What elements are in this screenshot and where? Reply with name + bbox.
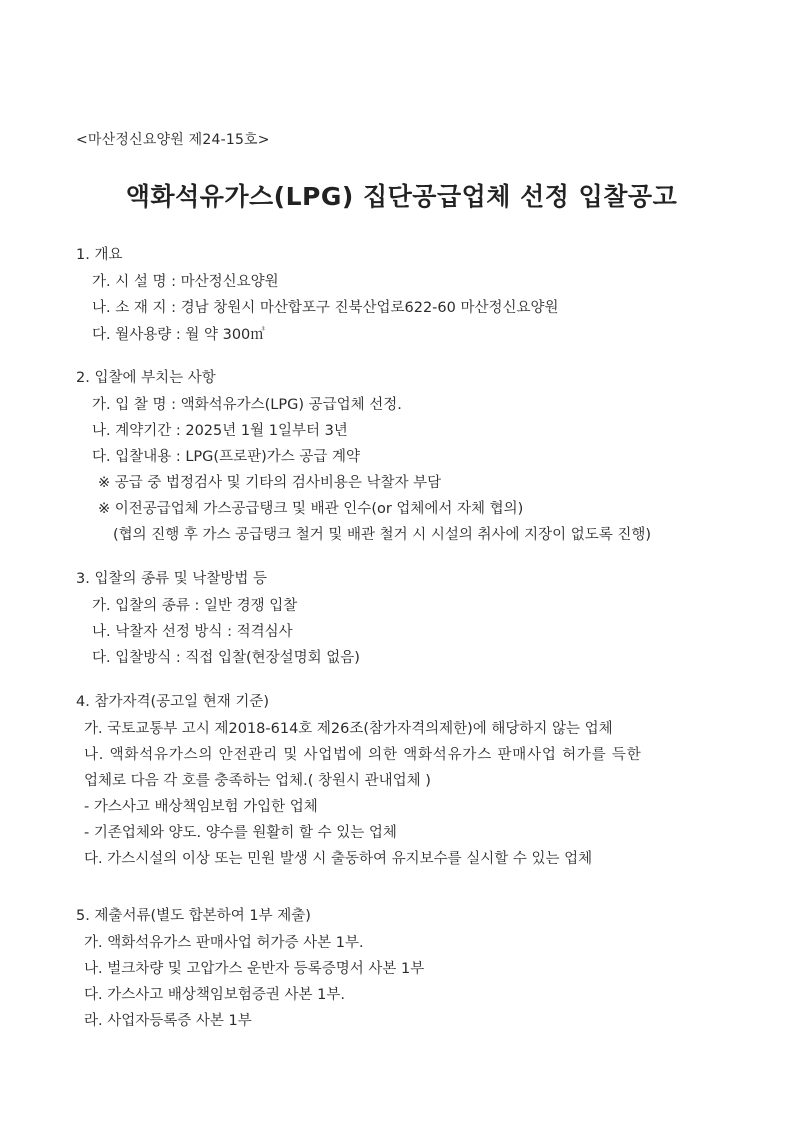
notice-number: <마산정신요양원 제24-15호> xyxy=(76,132,270,148)
eligibility-item-da: 다. 가스시설의 이상 또는 민원 발생 시 출동하여 유지보수를 실시할 수 있는 업체 xyxy=(84,851,593,867)
section-heading-overview: 1. 개요 xyxy=(76,247,123,263)
eligibility-sub-transfer: - 기존업체와 양도. 양수를 원활히 할 수 있는 업체 xyxy=(84,825,397,841)
document-title: 액화석유가스(LPG) 집단공급업체 선정 입찰공고 xyxy=(125,182,678,211)
bid-item-name: 가. 입 찰 명 : 액화석유가스(LPG) 공급업체 선정. xyxy=(92,397,402,413)
bid-note-inspection: ※ 공급 중 법정검사 및 기타의 검사비용은 낙찰자 부담 xyxy=(98,475,442,491)
bid-method: 다. 입찰방식 : 직접 입찰(현장설명회 없음) xyxy=(92,650,360,666)
eligibility-sub-insurance: - 가스사고 배상책임보험 가입한 업체 xyxy=(84,799,318,815)
document-item-insurance: 다. 가스사고 배상책임보험증권 사본 1부. xyxy=(84,987,345,1003)
bid-type-item: 가. 입찰의 종류 : 일반 경쟁 입찰 xyxy=(92,598,298,614)
overview-item-facility: 가. 시 설 명 : 마산정신요양원 xyxy=(92,274,279,290)
section-heading-bid-type: 3. 입찰의 종류 및 낙찰방법 등 xyxy=(76,571,267,587)
eligibility-item-na: 나. 액화석유가스의 안전관리 및 사업법에 의한 액화석유가스 판매사업 허가를 득한 xyxy=(84,747,642,763)
document-item-registration: 라. 사업자등록증 사본 1부 xyxy=(84,1013,252,1029)
document-item-vehicle: 나. 벌크차량 및 고압가스 운반자 등록증명서 사본 1부 xyxy=(84,961,425,977)
bid-selection-method: 나. 낙찰자 선정 방식 : 적격심사 xyxy=(92,624,293,640)
document-item-permit: 가. 액화석유가스 판매사업 허가증 사본 1부. xyxy=(84,935,364,951)
eligibility-item-na-cont: 업체로 다음 각 호를 충족하는 업체.( 창원시 관내업체 ) xyxy=(84,773,431,789)
overview-item-address: 나. 소 재 지 : 경남 창원시 마산합포구 진북산업로622-60 마산정신요양원 xyxy=(92,300,559,316)
eligibility-item-ga: 가. 국토교통부 고시 제2018-614호 제26조(참가자격의제한)에 해당하지 않는 업체 xyxy=(84,721,613,737)
section-heading-bid-matters: 2. 입찰에 부치는 사항 xyxy=(76,370,216,386)
bid-item-period: 나. 계약기간 : 2025년 1월 1일부터 3년 xyxy=(92,423,348,439)
overview-item-usage: 다. 월사용량 : 월 약 300㎥ xyxy=(92,327,265,343)
bid-item-content: 다. 입찰내용 : LPG(프로판)가스 공급 계약 xyxy=(92,449,361,465)
section-heading-documents: 5. 제출서류(별도 합본하여 1부 제출) xyxy=(76,908,311,924)
bid-note-removal: (협의 진행 후 가스 공급탱크 철거 및 배관 철거 시 시설의 취사에 지장이 없도록 진행) xyxy=(113,527,652,543)
section-heading-eligibility: 4. 참가자격(공고일 현재 기준) xyxy=(76,694,270,710)
bid-note-tank-transfer: ※ 이전공급업체 가스공급탱크 및 배관 인수(or 업체에서 자체 협의) xyxy=(98,501,524,517)
